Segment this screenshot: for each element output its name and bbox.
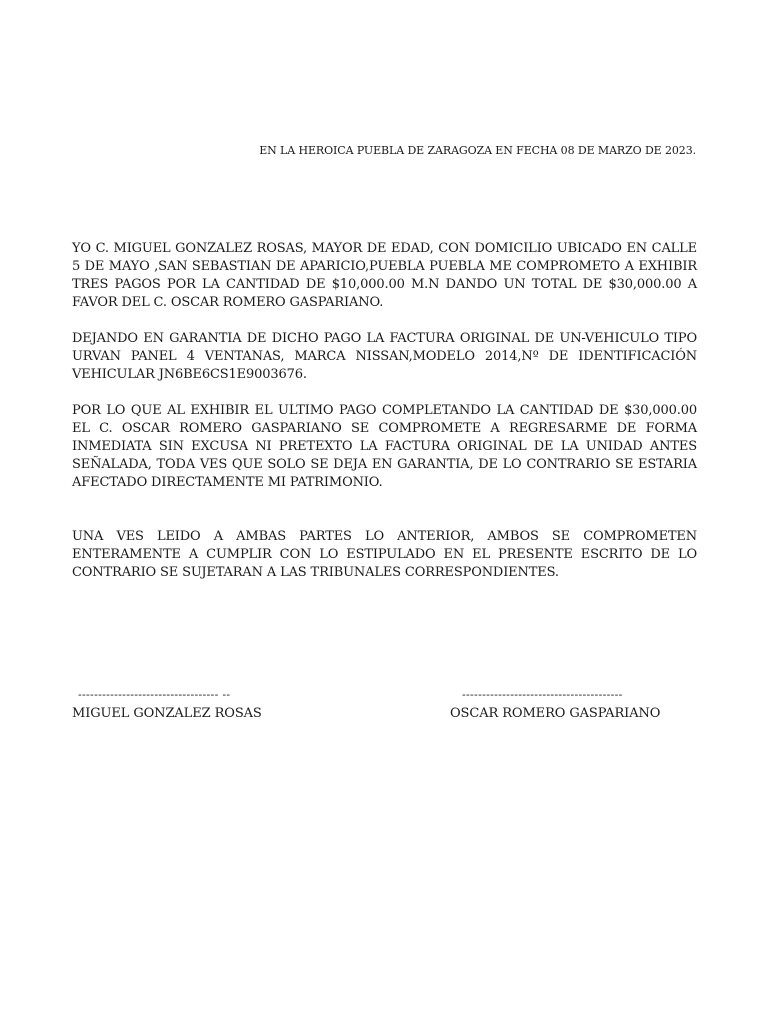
signature-block-left <box>72 688 262 723</box>
signature-line-right: ---------------------------------------- <box>462 688 623 701</box>
paragraph-return-condition: POR LO QUE AL EXHIBIR EL ULTIMO PAGO COMPLETANDO LA CANTIDAD DE $30,000.00 EL C. OSCAR ROMERO GASPARIANO SE COMPROMETE A REGRESARME DE FORMA INMEDIATA SIN EXCUSA NI PRETEXTO LA FACTURA ORIGINAL DE LA UNIDAD ANTES SEÑALADA, TODA VES QUE SOLO SE DEJA EN GARANTIA, DE LO CONTRARIO SE ESTARIA AFECTADO DIRECTAMENTE MI PATRIMONIO. <box>72 403 697 490</box>
paragraph-payment-commitment: YO C. MIGUEL GONZALEZ ROSAS, MAYOR DE EDAD, CON DOMICILIO UBICADO EN CALLE 5 DE MAYO ,SAN SEBASTIAN DE APARICIO,PUEBLA PUEBLA ME COMPROMETO A EXHIBIR TRES PAGOS POR LA CANTIDAD DE $10,000.00 M.N DANDO UN TOTAL DE $30,000.00 A FAVOR DEL C. OSCAR ROMERO GASPARIANO. <box>72 241 697 310</box>
signature-name-left: MIGUEL GONZALEZ ROSAS <box>72 706 262 721</box>
paragraph-agreement: UNA VES LEIDO A AMBAS PARTES LO ANTERIOR, AMBOS SE COMPROMETEN ENTERAMENTE A CUMPLIR CON LO ESTIPULADO EN EL PRESENTE ESCRITO DE LO CONTRARIO SE SUJETARAN A LAS TRIBUNALES CORRESPONDIENTES. <box>72 529 697 580</box>
document-body <box>72 240 697 582</box>
signature-name-right: OSCAR ROMERO GASPARIANO <box>450 706 661 721</box>
paragraph-guarantee: DEJANDO EN GARANTIA DE DICHO PAGO LA FACTURA ORIGINAL DE UN-VEHICULO TIPO URVAN PANEL 4 VENTANAS, MARCA NISSAN,MODELO 2014,Nº DE IDENTIFICACIÓN VEHICULAR JN6BE6CS1E9003676. <box>72 331 697 382</box>
signature-line-left: ----------------------------------- -- <box>78 688 231 701</box>
date-location-line: EN LA HEROICA PUEBLA DE ZARAGOZA EN FECHA 08 DE MARZO DE 2023. <box>259 144 696 157</box>
signature-block-right <box>450 688 660 723</box>
